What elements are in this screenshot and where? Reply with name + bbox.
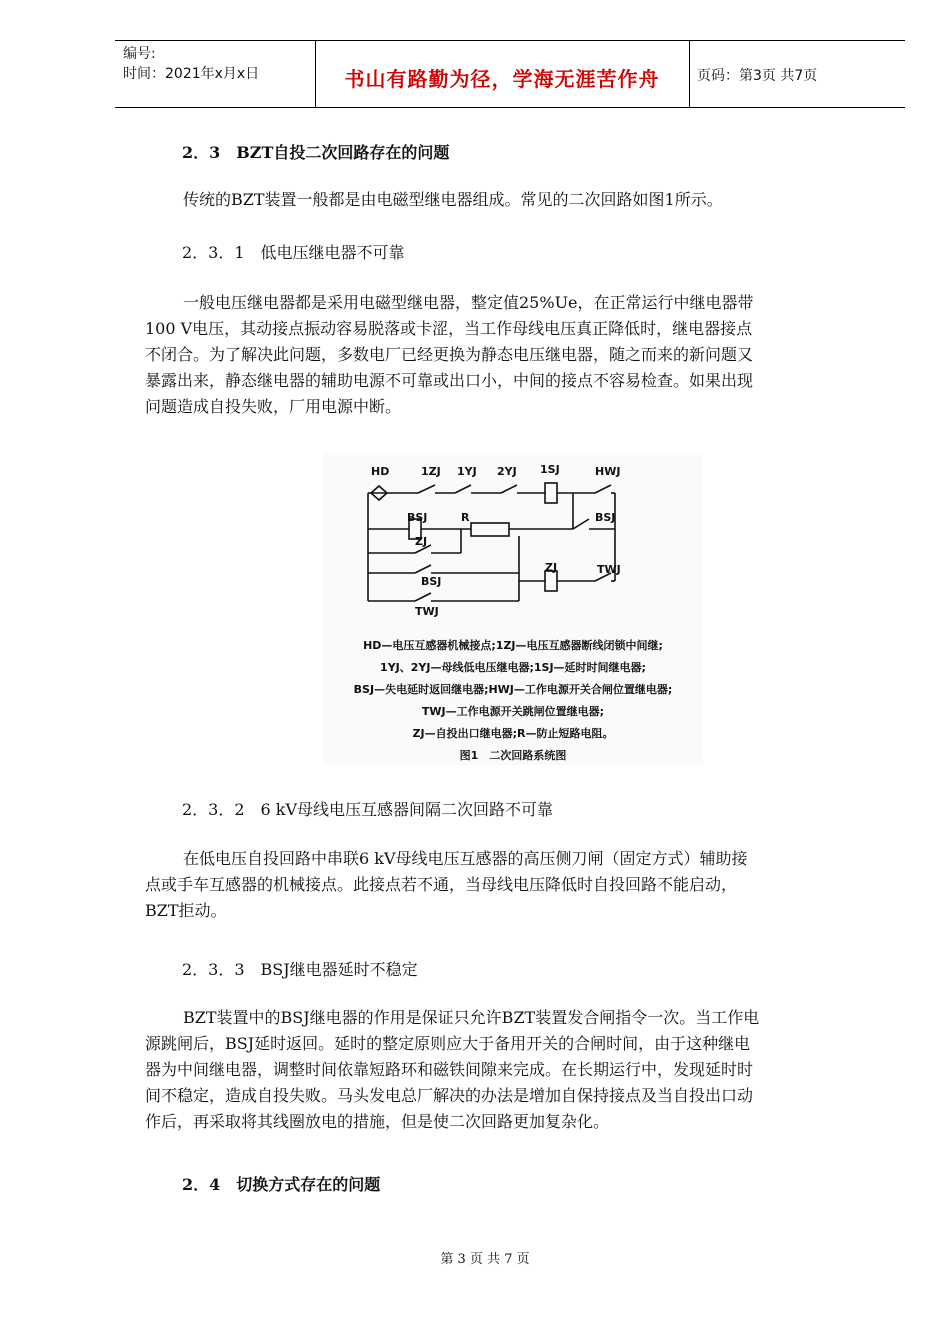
label-hd: HD [371, 465, 390, 478]
paragraph-line: 点或手车互感器的机械接点。此接点若不通，当母线电压降低时自投回路不能启动， [145, 875, 738, 894]
label-1zj: 1ZJ [421, 465, 441, 478]
circuit-diagram-figure [323, 453, 703, 765]
section-2-3-2-title: 2．3．2 6 kV母线电压互感器间隔二次回路不可靠 [182, 800, 554, 819]
time-label: 时间：2021年x月x日 [123, 66, 260, 82]
label-twj-2: TWJ [415, 605, 439, 618]
circuit-diagram [323, 453, 703, 633]
label-hwj: HWJ [595, 465, 621, 478]
legend-line-4: TWJ—工作电源开关跳闸位置继电器; [421, 705, 605, 718]
paragraph-line: 一般电压继电器都是采用电磁型继电器，整定值25%Ue，在正常运行中继电器带 [183, 293, 754, 312]
header-middle-cell [315, 41, 690, 107]
header-motto: 书山有路勤为径，学海无涯苦作舟 [344, 67, 660, 91]
label-zj-coil: ZJ [545, 561, 558, 574]
paragraph-line: 作后，再采取将其线圈放电的措施，但是使二次回路更加复杂化。 [145, 1112, 610, 1131]
section-2-3-1-title: 2．3．1 低电压继电器不可靠 [182, 243, 405, 262]
paragraph-line: 问题造成自投失败，厂用电源中断。 [145, 397, 402, 416]
section-2-3-3-title: 2．3．3 BSJ继电器延时不稳定 [182, 960, 418, 979]
label-2yj: 2YJ [497, 465, 517, 478]
paragraph-line: 100 V电压，其动接点振动容易脱落或卡涩，当工作母线电压真正降低时，继电器接点 [145, 319, 753, 338]
legend-line-2: 1YJ、2YJ—母线低电压继电器;1SJ—延时时间继电器; [380, 661, 646, 674]
figure-caption: 图1 二次回路系统图 [459, 749, 567, 762]
section-2-3-intro-text: 传统的BZT装置一般都是由电磁型继电器组成。常见的二次回路如图1所示。 [183, 190, 723, 209]
label-twj: TWJ [597, 563, 621, 576]
legend-line-5: ZJ—自投出口继电器;R—防止短路电阻。 [412, 727, 614, 740]
label-1sj: 1SJ [540, 463, 560, 476]
section-2-3-3-body [145, 1005, 875, 1135]
legend-line-1: HD—电压互感器机械接点;1ZJ—电压互感器断线闭锁中间继; [363, 639, 663, 652]
paragraph-line: BZT装置中的BSJ继电器的作用是保证只允许BZT装置发合闸指令一次。当工作电 [183, 1008, 760, 1027]
label-zj-contact: ZJ [415, 535, 428, 548]
page-number-label: 页码：第3页 共7页 [697, 68, 818, 84]
paragraph-line: 不闭合。为了解决此问题，多数电厂已经更换为静态电压继电器，随之而来的新问题又 [145, 345, 754, 364]
section-2-3-title: 2．3 BZT自投二次回路存在的问题 [182, 143, 450, 162]
page-header [115, 40, 905, 108]
legend-line-3: BSJ—失电延时返回继电器;HWJ—工作电源开关合闸位置继电器; [353, 683, 673, 696]
page-footer: 第 3 页 共 7 页 [440, 1252, 530, 1267]
paragraph-line: 器为中间继电器，调整时间依靠短路环和磁铁间隙来完成。在长期运行中，发现延时时 [145, 1060, 754, 1079]
paragraph-line: BZT拒动。 [145, 901, 227, 920]
label-r: R [461, 511, 470, 524]
number-label: 编号: [123, 46, 156, 62]
label-1yj: 1YJ [457, 465, 477, 478]
section-2-4-title: 2．4 切换方式存在的问题 [182, 1175, 381, 1194]
header-left-cell [115, 41, 316, 107]
header-right-cell [689, 41, 905, 107]
label-bsj-2: BSJ [421, 575, 442, 588]
paragraph-line: 源跳闸后，BSJ延时返回。延时的整定原则应大于备用开关的合闸时间，由于这种继电 [145, 1034, 751, 1053]
paragraph-line: 在低电压自投回路中串联6 kV母线电压互感器的高压侧刀闸（固定方式）辅助接 [183, 849, 748, 868]
paragraph-line: 暴露出来，静态继电器的辅助电源不可靠或出口小，中间的接点不容易检查。如果出现 [145, 371, 754, 390]
section-2-3-2-body [145, 846, 875, 924]
label-bsj-coil: BSJ [407, 511, 428, 524]
section-2-3-1-body [145, 290, 875, 420]
paragraph-line: 间不稳定，造成自投失败。马头发电总厂解决的办法是增加自保持接点及当自投出口动 [145, 1086, 754, 1105]
section-2-3-intro [145, 187, 875, 213]
label-bsj-contact: BSJ [595, 511, 616, 524]
